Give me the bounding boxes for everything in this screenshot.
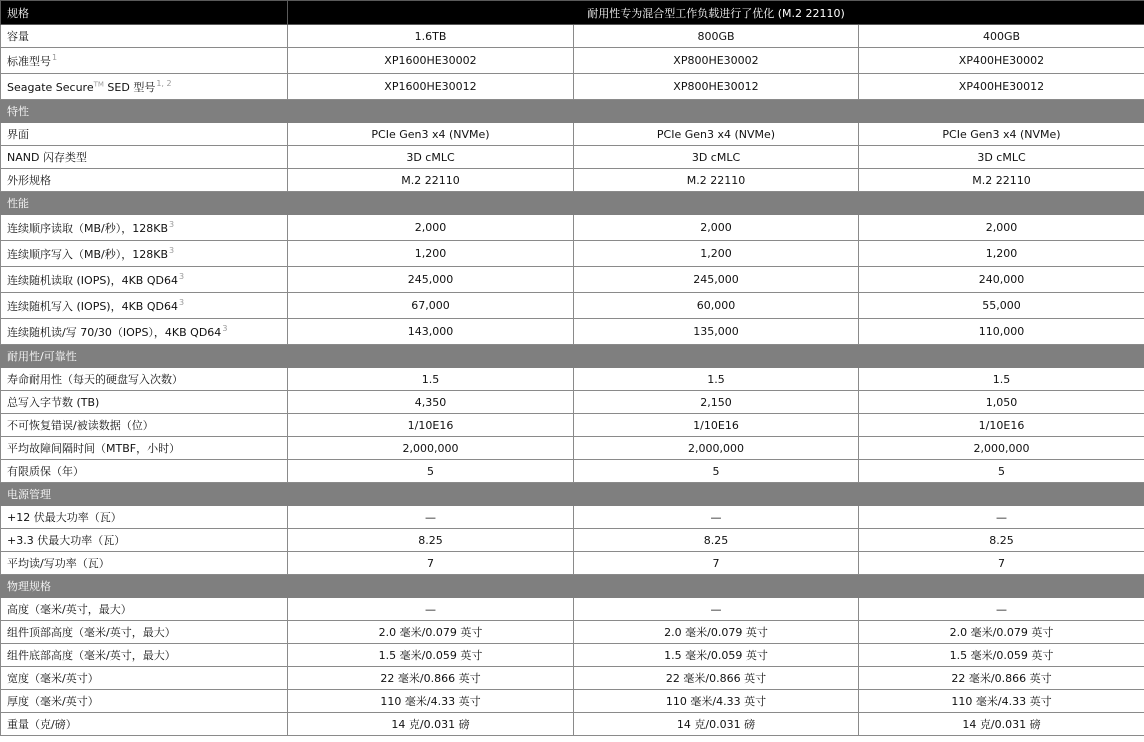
value-cell: M.2 22110 [288, 169, 574, 192]
value-cell: 110 毫米/4.33 英寸 [574, 690, 859, 713]
value-cell: 7 [859, 552, 1144, 575]
value-cell: 14 克/0.031 磅 [288, 713, 574, 736]
value-cell: — [574, 598, 859, 621]
value-cell: 2,000 [574, 215, 859, 241]
table-row [1, 667, 1144, 690]
header-label: 规格 [1, 1, 288, 25]
row-label-cell [1, 598, 288, 621]
value-cell: XP400HE30012 [859, 74, 1144, 100]
value-cell: 7 [574, 552, 859, 575]
row-label: 厚度（毫米/英寸） [7, 695, 99, 708]
value-cell: — [859, 598, 1144, 621]
value-cell: PCIe Gen3 x4 (NVMe) [574, 123, 859, 146]
table-row [1, 391, 1144, 414]
row-label-cell [1, 437, 288, 460]
value-cell: 22 毫米/0.866 英寸 [859, 667, 1144, 690]
value-cell: 245,000 [288, 267, 574, 293]
row-label: 连续随机读取 (IOPS)，4KB QD64 [7, 273, 178, 287]
row-label-cell [1, 621, 288, 644]
row-label: 连续顺序读取（MB/秒），128KB [7, 221, 168, 235]
table-row [1, 437, 1144, 460]
value-cell: 3D cMLC [859, 146, 1144, 169]
value-cell: PCIe Gen3 x4 (NVMe) [859, 123, 1144, 146]
value-cell: 1.5 [288, 368, 574, 391]
table-row [1, 529, 1144, 552]
row-label: 连续随机读/写 70/30（IOPS），4KB QD64 [7, 325, 222, 339]
row-label-cell [1, 293, 288, 319]
value-cell: 3D cMLC [288, 146, 574, 169]
table-row [1, 621, 1144, 644]
footnote-marker: 3 [169, 219, 175, 229]
row-label: 标准型号 [7, 54, 51, 68]
row-label: 高度（毫米/英寸，最大） [7, 603, 132, 616]
table-row [1, 690, 1144, 713]
table-row [1, 713, 1144, 736]
value-cell: 1.5 [574, 368, 859, 391]
value-cell: 22 毫米/0.866 英寸 [574, 667, 859, 690]
row-label-cell [1, 391, 288, 414]
row-label-cell [1, 644, 288, 667]
value-cell: 245,000 [574, 267, 859, 293]
value-cell: 240,000 [859, 267, 1144, 293]
value-cell: 1,200 [574, 241, 859, 267]
value-cell: 1,200 [859, 241, 1144, 267]
value-cell: 3D cMLC [574, 146, 859, 169]
value-cell: 1,200 [288, 241, 574, 267]
table-row [1, 146, 1144, 169]
table-row [1, 48, 1144, 74]
footnote-marker: 3 [169, 245, 175, 255]
row-label: 外形规格 [7, 174, 51, 187]
row-label-cell [1, 529, 288, 552]
value-cell: 2,000,000 [574, 437, 859, 460]
row-label: SED 型号 [103, 80, 156, 94]
row-label: +3.3 伏最大功率（瓦） [7, 534, 126, 547]
row-label: 寿命耐用性（每天的硬盘写入次数） [7, 373, 183, 386]
row-label: 有限质保（年） [7, 465, 84, 478]
value-cell: 2.0 毫米/0.079 英寸 [288, 621, 574, 644]
row-label-cell [1, 460, 288, 483]
value-cell: 1.6TB [288, 25, 574, 48]
row-label: 容量 [7, 30, 29, 43]
value-cell: 7 [288, 552, 574, 575]
value-cell: 110,000 [859, 319, 1144, 345]
row-label-cell [1, 215, 288, 241]
value-cell: 2,000,000 [288, 437, 574, 460]
row-label: 组件顶部高度（毫米/英寸，最大） [7, 626, 176, 639]
value-cell: 22 毫米/0.866 英寸 [288, 667, 574, 690]
row-label: 组件底部高度（毫米/英寸，最大） [7, 649, 176, 662]
row-label: 界面 [7, 128, 29, 141]
section-header-row [1, 345, 1144, 368]
value-cell: 2,000,000 [859, 437, 1144, 460]
value-cell: 8.25 [288, 529, 574, 552]
row-label: 平均故障间隔时间（MTBF，小时） [7, 442, 181, 455]
table-row [1, 644, 1144, 667]
row-label-cell [1, 368, 288, 391]
footnote-marker: 3 [178, 297, 185, 307]
value-cell: XP800HE30002 [574, 48, 859, 74]
value-cell: 2,000 [859, 215, 1144, 241]
value-cell: 60,000 [574, 293, 859, 319]
value-cell: 4,350 [288, 391, 574, 414]
value-cell: XP1600HE30002 [288, 48, 574, 74]
value-cell: 2.0 毫米/0.079 英寸 [859, 621, 1144, 644]
table-row [1, 169, 1144, 192]
value-cell: XP1600HE30012 [288, 74, 574, 100]
section-title: 特性 [1, 100, 1144, 123]
value-cell: 67,000 [288, 293, 574, 319]
header-title: 耐用性专为混合型工作负载进行了优化 (M.2 22110) [288, 1, 1144, 25]
footnote-marker: 1, 2 [156, 78, 172, 88]
row-label: NAND 闪存类型 [7, 151, 87, 164]
value-cell: — [288, 506, 574, 529]
value-cell: 1.5 毫米/0.059 英寸 [574, 644, 859, 667]
row-label-cell [1, 267, 288, 293]
value-cell: 2,000 [288, 215, 574, 241]
value-cell: 1.5 毫米/0.059 英寸 [859, 644, 1144, 667]
section-header-row [1, 575, 1144, 598]
value-cell: 2.0 毫米/0.079 英寸 [574, 621, 859, 644]
value-cell: PCIe Gen3 x4 (NVMe) [288, 123, 574, 146]
value-cell: 14 克/0.031 磅 [859, 713, 1144, 736]
section-title: 耐用性/可靠性 [1, 345, 1144, 368]
row-label: 宽度（毫米/英寸） [7, 672, 99, 685]
table-row [1, 460, 1144, 483]
table-row [1, 293, 1144, 319]
row-label-cell [1, 667, 288, 690]
section-header-row [1, 483, 1144, 506]
row-label: 连续随机写入 (IOPS)，4KB QD64 [7, 299, 178, 313]
value-cell: M.2 22110 [859, 169, 1144, 192]
table-row [1, 598, 1144, 621]
value-cell: 1/10E16 [574, 414, 859, 437]
row-label-cell [1, 319, 288, 345]
section-title: 物理规格 [1, 575, 1144, 598]
table-row [1, 74, 1144, 100]
section-title: 性能 [1, 192, 1144, 215]
footnote-marker: 3 [222, 323, 228, 333]
row-label: 不可恢复错误/被读数据（位） [7, 419, 154, 432]
row-label: 连续顺序写入（MB/秒），128KB [7, 247, 168, 261]
value-cell: — [574, 506, 859, 529]
value-cell: 110 毫米/4.33 英寸 [288, 690, 574, 713]
row-label: 平均读/写功率（瓦） [7, 557, 110, 570]
row-label: 总写入字节数 (TB) [7, 396, 100, 409]
row-label-prefix: Seagate Secure [7, 80, 94, 94]
row-label-cell [1, 506, 288, 529]
table-header-row [1, 1, 1144, 25]
value-cell: 5 [574, 460, 859, 483]
value-cell: 1/10E16 [288, 414, 574, 437]
section-header-row [1, 100, 1144, 123]
table-row [1, 368, 1144, 391]
value-cell: XP400HE30002 [859, 48, 1144, 74]
row-label-cell [1, 169, 288, 192]
row-label: 重量（克/磅） [7, 718, 77, 731]
footnote-marker: 1 [52, 52, 58, 62]
section-header-row [1, 192, 1144, 215]
row-label-cell [1, 713, 288, 736]
value-cell: 8.25 [574, 529, 859, 552]
value-cell: 14 克/0.031 磅 [574, 713, 859, 736]
table-row [1, 552, 1144, 575]
value-cell: 800GB [574, 25, 859, 48]
section-title: 电源管理 [1, 483, 1144, 506]
table-row [1, 25, 1144, 48]
value-cell: 1.5 [859, 368, 1144, 391]
value-cell: 5 [288, 460, 574, 483]
value-cell: 1.5 毫米/0.059 英寸 [288, 644, 574, 667]
value-cell: 135,000 [574, 319, 859, 345]
value-cell: — [288, 598, 574, 621]
footnote-marker: 3 [178, 271, 185, 281]
value-cell: 8.25 [859, 529, 1144, 552]
table-row [1, 506, 1144, 529]
value-cell: XP800HE30012 [574, 74, 859, 100]
value-cell: — [859, 506, 1144, 529]
row-label-cell [1, 123, 288, 146]
spec-table-body [1, 1, 1144, 736]
table-row [1, 319, 1144, 345]
trademark-mark: TM [93, 79, 104, 88]
value-cell: 55,000 [859, 293, 1144, 319]
row-label-cell [1, 552, 288, 575]
value-cell: 400GB [859, 25, 1144, 48]
table-row [1, 267, 1144, 293]
row-label-cell [1, 241, 288, 267]
row-label: +12 伏最大功率（瓦） [7, 511, 122, 524]
row-label-cell [1, 146, 288, 169]
value-cell: 2,150 [574, 391, 859, 414]
table-row [1, 123, 1144, 146]
row-label-cell [1, 74, 288, 100]
table-row [1, 215, 1144, 241]
value-cell: 5 [859, 460, 1144, 483]
row-label-cell [1, 25, 288, 48]
value-cell: 1/10E16 [859, 414, 1144, 437]
value-cell: 143,000 [288, 319, 574, 345]
value-cell: 110 毫米/4.33 英寸 [859, 690, 1144, 713]
value-cell: M.2 22110 [574, 169, 859, 192]
row-label-cell [1, 48, 288, 74]
table-row [1, 241, 1144, 267]
value-cell: 1,050 [859, 391, 1144, 414]
row-label-cell [1, 690, 288, 713]
row-label-cell [1, 414, 288, 437]
table-row [1, 414, 1144, 437]
